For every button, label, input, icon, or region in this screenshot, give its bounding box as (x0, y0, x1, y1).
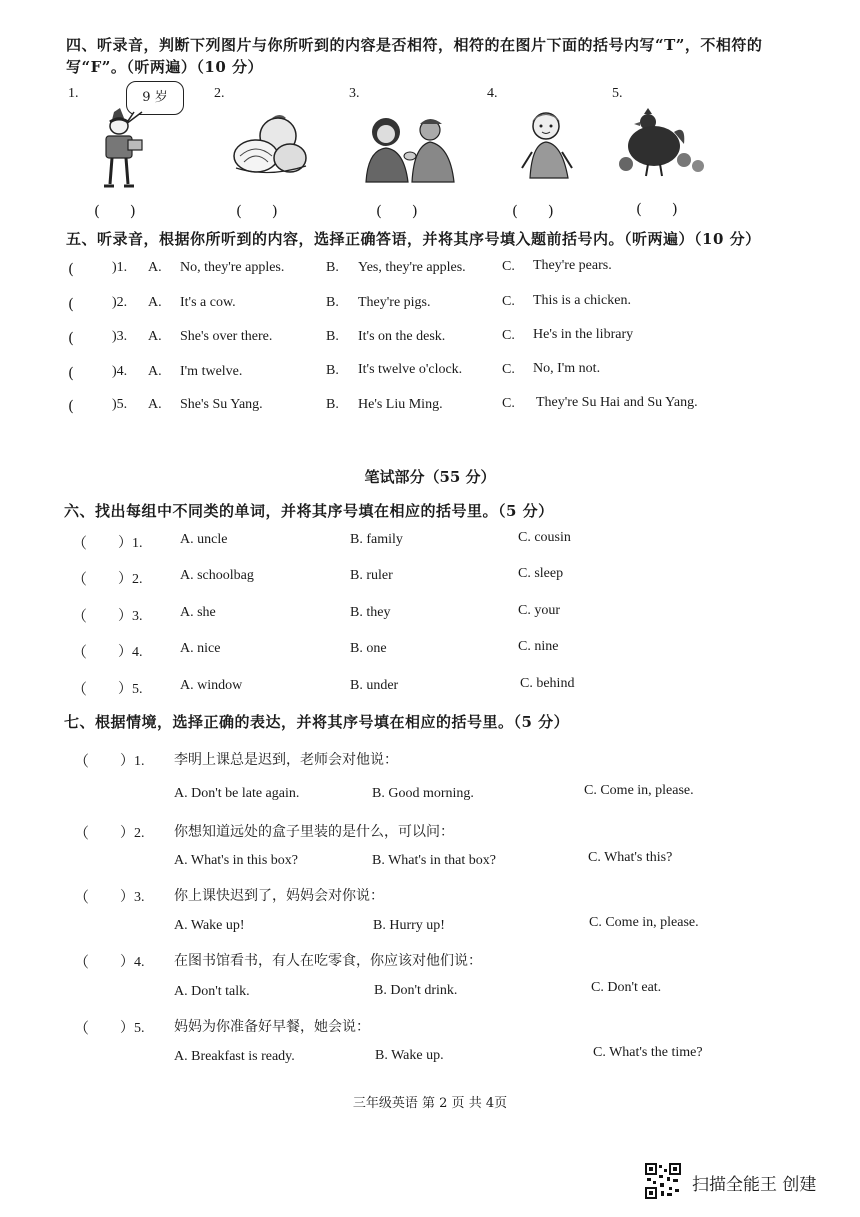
option-a: A. uncle (180, 532, 228, 547)
option-b-text: Yes, they're apples. (358, 260, 466, 275)
option-c: C. Come in, please. (584, 783, 694, 798)
question-prompt: 在图书馆看书，有人在吃零食，你应该对他们说： (174, 953, 482, 969)
question-number: ）4. (118, 645, 143, 660)
boy-with-party-hat-icon (92, 108, 152, 190)
section4-title-line2: 写“F”。（听两遍）（10 分） (66, 58, 264, 76)
option-b: B. Wake up. (375, 1048, 444, 1063)
question-number: ）2. (120, 826, 145, 841)
girl-icon (516, 108, 578, 180)
option-c: C. nine (518, 639, 559, 654)
picture-number-4: 4. (487, 86, 498, 101)
option-b: B. ruler (350, 568, 393, 583)
option-a-text: I'm twelve. (180, 364, 243, 379)
picture-number-3: 3. (349, 86, 360, 101)
question-prompt: 妈妈为你准备好早餐，她会说： (174, 1019, 370, 1035)
page-footer: 三年级英语 第 2 页 共 4页 (352, 1096, 508, 1111)
option-a-label: A. (148, 364, 162, 379)
picture-number-2: 2. (214, 86, 225, 101)
option-b-label: B. (326, 363, 339, 378)
option-b-text: It's on the desk. (358, 329, 446, 344)
answer-paren[interactable]: （ (74, 953, 90, 971)
question-number: ）1. (120, 754, 145, 769)
section7-title: 七、根据情境，选择正确的表达，并将其序号填在相应的括号里。（5 分） (64, 713, 570, 731)
answer-paren[interactable]: （ (72, 570, 88, 588)
option-b: B. they (350, 605, 391, 620)
question-number: )1. (112, 260, 128, 275)
option-b: B. family (350, 532, 403, 547)
option-c: C. sleep (518, 566, 564, 581)
answer-paren[interactable]: （ (72, 680, 88, 698)
option-a: A. window (180, 678, 243, 693)
question-number: ）3. (120, 890, 145, 905)
option-b-label: B. (326, 260, 339, 275)
option-b-label: B. (326, 295, 339, 310)
answer-paren-1[interactable]: ( ) (94, 202, 136, 220)
option-a-text: She's Su Yang. (180, 397, 263, 412)
option-a-label: A. (148, 397, 162, 412)
option-b: B. What's in that box? (372, 853, 496, 868)
option-c-text: This is a chicken. (533, 293, 631, 308)
question-number: )4. (112, 364, 128, 379)
option-a-label: A. (148, 260, 162, 275)
option-b-text: He's Liu Ming. (358, 397, 443, 412)
option-a: A. she (180, 605, 216, 620)
option-c-label: C. (502, 294, 515, 309)
section5-title: 五、听录音，根据你所听到的内容，选择正确答语，并将其序号填入题前括号内。（听两遍）（10 分） (66, 230, 761, 248)
picture-number-1: 1. (68, 86, 79, 101)
answer-paren[interactable]: ( (68, 397, 74, 415)
option-c-text: He's in the library (533, 327, 634, 342)
answer-paren[interactable]: （ (74, 888, 90, 906)
option-a-label: A. (148, 295, 162, 310)
option-b: B. Good morning. (372, 786, 474, 801)
option-c: C. What's the time? (593, 1045, 703, 1060)
section4-title-line1: 四、听录音，判断下列图片与你所听到的内容是否相符，相符的在图片下面的括号内写“T”，不相符的 (66, 36, 763, 54)
two-children-greeting-icon (358, 110, 462, 184)
answer-paren[interactable]: ( (68, 329, 74, 347)
option-b: B. one (350, 641, 387, 656)
option-c: C. behind (520, 676, 575, 691)
option-c: C. Don't eat. (591, 980, 662, 995)
question-number: )5. (112, 397, 128, 412)
option-c: C. your (518, 603, 560, 618)
option-a: A. nice (180, 641, 221, 656)
written-part-title: 笔试部分（55 分） (364, 468, 496, 486)
option-a-label: A. (148, 329, 162, 344)
question-number: ）3. (118, 609, 143, 624)
fruit-basket-icon (228, 112, 312, 178)
question-prompt: 你上课快迟到了，妈妈会对你说： (174, 888, 384, 904)
option-a: A. schoolbag (180, 568, 254, 583)
section6-title: 六、找出每组中不同类的单词，并将其序号填在相应的括号里。（5 分） (64, 502, 554, 520)
option-b: B. Hurry up! (373, 918, 445, 933)
answer-paren[interactable]: （ (72, 643, 88, 661)
option-c-text: They're Su Hai and Su Yang. (536, 395, 698, 410)
picture-number-5: 5. (612, 86, 623, 101)
option-c: C. What's this? (588, 850, 673, 865)
answer-paren[interactable]: （ (72, 607, 88, 625)
answer-paren-4[interactable]: ( ) (512, 202, 554, 220)
question-number: )2. (112, 295, 128, 310)
option-a: A. Breakfast is ready. (174, 1049, 295, 1064)
option-b: B. Don't drink. (374, 983, 458, 998)
qr-code-icon (645, 1163, 681, 1199)
option-b-label: B. (326, 329, 339, 344)
option-c: C. cousin (518, 530, 571, 545)
scanner-watermark-text: 扫描全能王 创建 (692, 1175, 817, 1195)
answer-paren-5[interactable]: ( ) (636, 200, 678, 218)
option-b: B. under (350, 678, 399, 693)
question-number: ）2. (118, 572, 143, 587)
option-a: A. Don't be late again. (174, 786, 300, 801)
option-a: A. Don't talk. (174, 984, 250, 999)
question-prompt: 李明上课总是迟到，老师会对他说： (174, 752, 398, 768)
answer-paren[interactable]: （ (74, 1019, 90, 1037)
question-number: ）5. (120, 1021, 145, 1036)
option-a: A. What's in this box? (174, 853, 298, 868)
option-a-text: It's a cow. (180, 295, 236, 310)
answer-paren[interactable]: （ (74, 824, 90, 842)
option-a: A. Wake up! (174, 918, 245, 933)
option-b-text: They're pigs. (358, 295, 431, 310)
option-c-label: C. (502, 362, 515, 377)
option-b-label: B. (326, 397, 339, 412)
question-number: ）1. (118, 536, 143, 551)
option-a-text: No, they're apples. (180, 260, 285, 275)
answer-paren[interactable]: （ (72, 534, 88, 552)
answer-paren[interactable]: ( (68, 295, 74, 313)
question-number: ）5. (118, 682, 143, 697)
option-c-label: C. (502, 328, 515, 343)
option-c-text: No, I'm not. (533, 361, 601, 376)
question-prompt: 你想知道远处的盒子里装的是什么，可以问： (174, 824, 454, 840)
option-a-text: She's over there. (180, 329, 273, 344)
option-c: C. Come in, please. (589, 915, 699, 930)
answer-paren-3[interactable]: ( ) (376, 202, 418, 220)
hen-and-chicks-icon (614, 108, 708, 180)
option-b-text: It's twelve o'clock. (358, 362, 463, 377)
question-number: ）4. (120, 955, 145, 970)
speech-bubble-text: 9 岁 (142, 90, 168, 105)
answer-paren[interactable]: ( (68, 364, 74, 382)
option-c-label: C. (502, 259, 515, 274)
answer-paren[interactable]: （ (74, 752, 90, 770)
question-number: )3. (112, 329, 128, 344)
answer-paren-2[interactable]: ( ) (236, 202, 278, 220)
option-c-label: C. (502, 396, 515, 411)
answer-paren[interactable]: ( (68, 260, 74, 278)
option-c-text: They're pears. (533, 258, 612, 273)
